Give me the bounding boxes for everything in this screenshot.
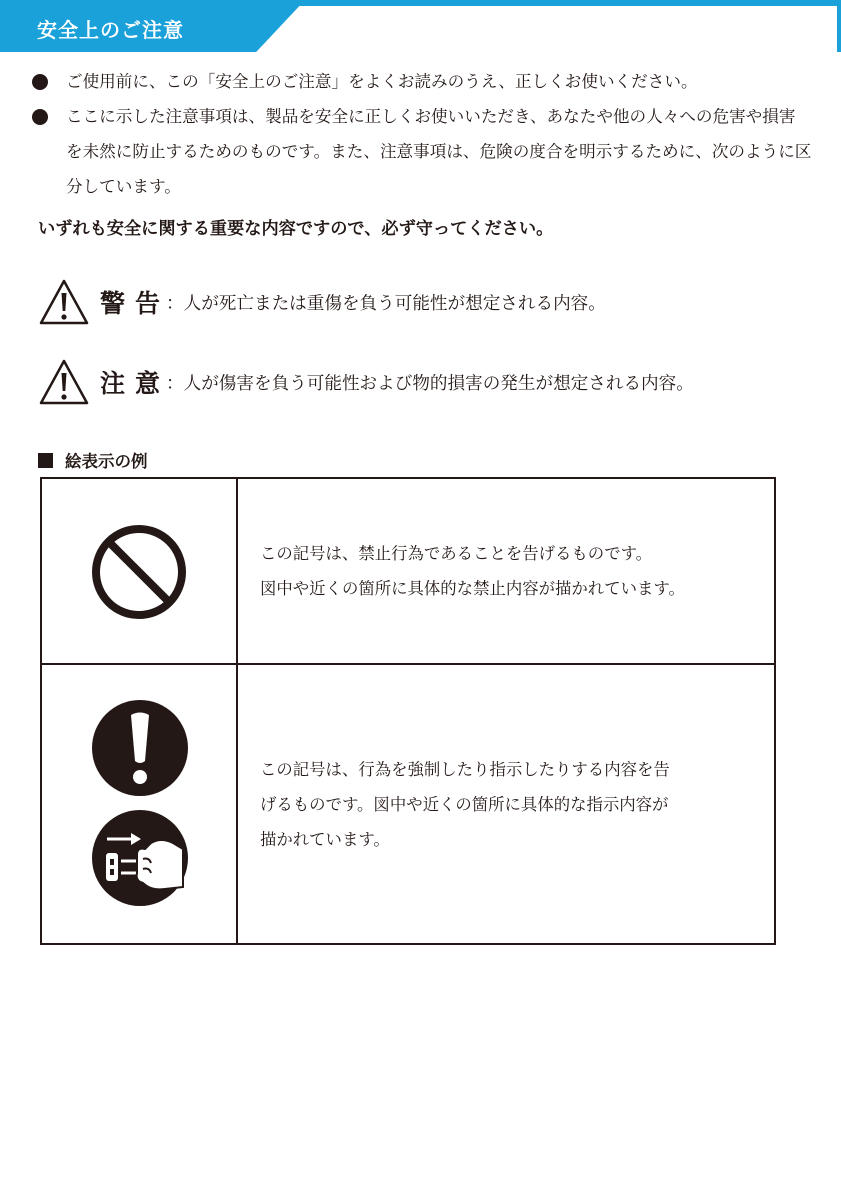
warning-description: ：人が死亡または重傷を負う可能性が想定される内容。 xyxy=(166,293,606,314)
description-line: 図中や近くの箇所に具体的な禁止内容が描かれています。 xyxy=(260,579,685,598)
symbol-cell xyxy=(42,479,238,663)
bullet-item xyxy=(32,99,812,204)
caution-title: 注意 xyxy=(100,369,171,398)
caution-description: ：人が傷害を負う可能性および物的損害の発生が想定される内容。 xyxy=(166,373,694,394)
caution-level xyxy=(38,356,694,408)
square-bullet-icon xyxy=(38,453,53,468)
unplug-icon xyxy=(91,809,189,907)
table-row xyxy=(42,479,774,665)
description-line: この記号は、禁止行為であることを告げるものです。 xyxy=(260,544,653,563)
description-line: この記号は、行為を強制したり指示したりする内容を告 xyxy=(260,759,670,779)
symbol-table xyxy=(40,477,776,945)
emphasis-text: いずれも安全に関する重要な内容ですので、必ず守ってください。 xyxy=(38,219,554,239)
header-rule xyxy=(290,0,841,6)
bullet-text: ご使用前に、この「安全上のご注意」をよくお読みのうえ、正しくお使いください。 xyxy=(66,72,698,91)
intro-bullets xyxy=(32,64,812,204)
page-header xyxy=(0,0,841,52)
warning-title: 警告 xyxy=(100,289,171,318)
header-edge xyxy=(837,0,841,52)
description-cell xyxy=(260,665,772,943)
examples-heading xyxy=(38,448,148,472)
prohibition-icon xyxy=(90,523,188,621)
examples-title: 絵表示の例 xyxy=(65,452,148,471)
page-title: 安全上のご注意 xyxy=(37,18,184,42)
description-line: げるものです。図中や近くの箇所に具体的な指示内容が xyxy=(260,794,669,814)
bullet-text: ここに示した注意事項は、製品を安全に正しくお使いいただき、あなたや他の人々への危害や損害を未然に防止するためのものです。また、注意事項は、危険の度合を明示するために、次のように区分しています。 xyxy=(66,107,812,196)
symbol-cell xyxy=(42,665,238,943)
table-row xyxy=(42,665,774,943)
caution-triangle-icon xyxy=(38,358,90,406)
description-cell xyxy=(260,479,772,663)
bullet-dot-icon xyxy=(32,74,48,90)
mandatory-action-icon xyxy=(91,699,189,797)
bullet-item xyxy=(32,64,812,99)
warning-level xyxy=(38,276,606,328)
warning-triangle-icon xyxy=(38,278,90,326)
bullet-dot-icon xyxy=(32,109,48,125)
description-line: 描かれています。 xyxy=(260,829,390,849)
